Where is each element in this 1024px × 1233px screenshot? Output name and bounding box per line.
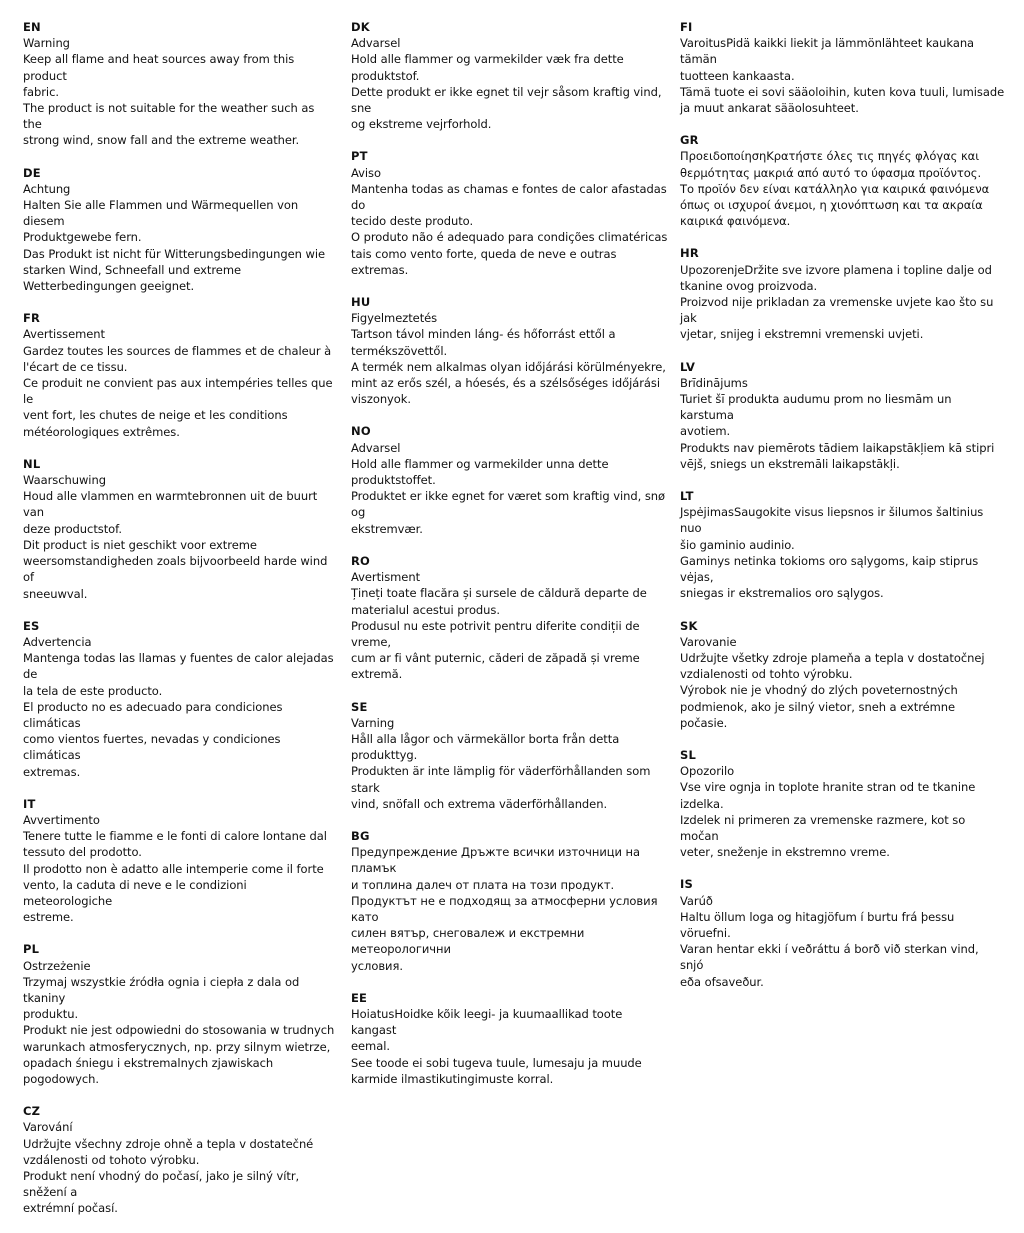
language-section-es xyxy=(23,618,338,780)
language-code: EN xyxy=(23,20,41,34)
warning-text-line: Udržujte všechny zdroje ohně a tepla v dostatečné xyxy=(23,1136,314,1151)
warning-text-line: условия. xyxy=(351,958,403,973)
warning-text-line: cum ar fi vânt puternic, căderi de zăpadă și vreme xyxy=(351,651,640,666)
warning-text-line: Produktgewebe fern. xyxy=(23,230,142,245)
column-1 xyxy=(23,19,338,1233)
warning-text-line: Proizvod nije prikladan za vremenske uvjete kao što su jak xyxy=(680,295,997,326)
warning-text-line: mint az erős szél, a hóesés, és a szélsőséges időjárási xyxy=(351,376,660,391)
language-code: PT xyxy=(351,149,368,164)
warning-text-line: UpozorenjeDržite sve izvore plamena i topline dalje od xyxy=(680,262,992,277)
language-section-bg xyxy=(351,828,671,974)
warning-title: Ostrzeżenie xyxy=(23,958,91,973)
warning-text-line: weersomstandigheden zoals bijvoorbeeld harde wind of xyxy=(23,554,331,585)
language-section-cz xyxy=(23,1103,335,1216)
warning-text-line: Trzymaj wszystkie źródła ognia i ciepła z dala od tkaniny xyxy=(23,974,303,1005)
language-code: NO xyxy=(351,424,371,439)
warning-text-line: strong wind, snow fall and the extreme weather. xyxy=(23,133,300,148)
language-section-gr xyxy=(680,132,1005,229)
warning-text-line: Dit product is niet geschikt voor extreme xyxy=(23,537,257,552)
warning-text-line: vjetar, snijeg i ekstremni vremenski uvjeti. xyxy=(680,327,924,342)
warning-text-line: veter, sneženje in ekstremno vreme. xyxy=(680,845,890,860)
warning-text-line: produktu. xyxy=(23,1007,79,1022)
warning-text-line: Výrobok nie je vhodný do zlých poveternostných xyxy=(680,683,958,698)
language-section-nl xyxy=(23,456,335,602)
language-section-fr xyxy=(23,310,335,440)
warning-text-line: materialul acestui produs. xyxy=(351,602,500,617)
warning-text-line: Udržujte všetky zdroje plameňa a tepla v dostatočnej xyxy=(680,650,985,665)
language-code: EE xyxy=(351,990,368,1005)
warning-text-line: καιρικά φαινόμενα. xyxy=(680,214,791,229)
language-section-de xyxy=(23,165,335,295)
language-code: BG xyxy=(351,828,370,843)
language-section-sl xyxy=(680,747,1005,860)
language-section-dk xyxy=(351,19,671,132)
warning-text-line: Izdelek ni primeren za vremenske razmere, kot so močan xyxy=(680,812,969,843)
warning-text-line: Dette produkt er ikke egnet til vejr såsom kraftig vind, sne xyxy=(351,84,666,116)
warning-text-line: Produkts nav piemērots tādiem laikapstākļiem kā stipri xyxy=(680,440,995,455)
warning-text-line: Il prodotto non è adatto alle intemperie come il forte xyxy=(23,861,324,876)
warning-title: Opozorilo xyxy=(680,764,735,779)
warning-text-line: The product is not suitable for the weather such as the xyxy=(23,101,318,132)
warning-title: Figyelmeztetés xyxy=(351,311,438,326)
warning-text-line: extrémní počasí. xyxy=(23,1201,118,1216)
warning-text-line: ΠροειδοποίησηΚρατήστε όλες τις πηγές φλόγας και xyxy=(680,149,980,164)
warning-text-line: Hold alle flammer og varmekilder væk fra dette xyxy=(351,52,624,67)
warning-text-line: Varan hentar ekki í veðráttu á borð við sterkan vind, snjó xyxy=(680,942,983,973)
warning-text-line: ja muut ankarat sääolosuhteet. xyxy=(680,101,859,116)
language-section-pt xyxy=(351,148,671,278)
warning-title: Aviso xyxy=(351,165,381,180)
warning-text-line: HoiatusHoidke kõik leegi- ja kuumaallikad toote kangast xyxy=(351,1006,626,1038)
warning-title: Waarschuwing xyxy=(23,473,106,488)
warning-text-line: og ekstreme vejrforhold. xyxy=(351,117,492,132)
warning-text-line: vzdialenosti od tohto výrobku. xyxy=(680,667,853,682)
warning-text-line: Halten Sie alle Flammen und Wärmequellen von diesem xyxy=(23,198,302,229)
language-section-pl xyxy=(23,941,335,1087)
warning-title: Warning xyxy=(23,36,70,51)
warning-text-line: Produkt nie jest odpowiedni do stosowania w trudnych xyxy=(23,1023,335,1038)
warning-title: Varování xyxy=(23,1120,73,1135)
warning-text-line: Предупреждение Дръжте всички източници на пламък xyxy=(351,845,644,876)
warning-text-line: termékszövettől. xyxy=(351,343,448,358)
warning-text-line: produktstof. xyxy=(351,68,420,83)
language-code: HR xyxy=(680,246,699,261)
language-code: SK xyxy=(680,618,698,633)
language-section-lv xyxy=(680,359,1005,472)
warning-text-line: avotiem. xyxy=(680,424,731,439)
warning-text-line: warunkach atmosferycznych, np. przy silnym wietrze, xyxy=(23,1039,331,1054)
language-section-en xyxy=(23,19,335,149)
language-section-se xyxy=(351,699,671,812)
warning-text-line: sneeuwval. xyxy=(23,586,88,601)
warning-text-line: Wetterbedingungen geeignet. xyxy=(23,279,195,294)
warning-text-line: Produktet er ikke egnet for været som kraftig vind, snø og xyxy=(351,489,669,520)
warning-title: Varning xyxy=(351,715,395,730)
warning-text-line: VaroitusPidä kaikki liekit ja lämmönlähteet kaukana tämän xyxy=(680,36,978,67)
language-code: NL xyxy=(23,456,41,471)
warning-text-line: l'écart de ce tissu. xyxy=(23,359,128,374)
warning-text-line: starken Wind, Schneefall und extreme xyxy=(23,262,241,277)
warning-text-line: karmide ilmastikutingimuste korral. xyxy=(351,1071,554,1086)
warning-text-line: Produkten är inte lämplig för väderförhållanden som stark xyxy=(351,764,654,795)
warning-title: Advarsel xyxy=(351,440,401,455)
warning-text-line: tuotteen kankaasta. xyxy=(680,68,795,83)
warning-text-line: Produkt není vhodný do počasí, jako je silný vítr, sněžení a xyxy=(23,1169,303,1200)
warning-text-line: Produsul nu este potrivit pentru diferite condiții de vreme, xyxy=(351,618,644,649)
warning-title: Brīdinājums xyxy=(680,375,748,390)
language-code: SL xyxy=(680,747,697,762)
warning-text-line: tkanine ovog proizvoda. xyxy=(680,278,818,293)
warning-title: Advarsel xyxy=(351,36,401,51)
warning-text-line: Продуктът не е подходящ за атмосферни условия като xyxy=(351,893,662,924)
warning-text-line: fabric. xyxy=(23,84,59,99)
warning-text-line: Houd alle vlammen en warmtebronnen uit de buurt van xyxy=(23,489,321,520)
warning-title: Avertisment xyxy=(351,570,421,585)
warning-text-line: sniegas ir ekstremalios oro sąlygos. xyxy=(680,586,884,601)
language-section-it xyxy=(23,796,335,926)
warning-text-line: όπως οι ισχυροί άνεμοι, η χιονόπτωση και τα ακραία xyxy=(680,198,983,213)
warning-text-line: tais como vento forte, queda de neve e outras extremas. xyxy=(351,246,621,277)
warning-text-line: izdelka. xyxy=(680,796,724,811)
warning-text-line: и топлина далеч от плата на този продукт. xyxy=(351,877,615,892)
warning-text-line: El producto no es adecuado para condiciones climáticas xyxy=(23,699,287,730)
warning-text-line: ekstremvær. xyxy=(351,521,423,536)
warning-text-line: produkttyg. xyxy=(351,748,418,763)
warning-text-line: Tartson távol minden láng- és hőforrást ettől a xyxy=(351,327,616,342)
warning-text-line: Țineți toate flacăra și sursele de căldură departe de xyxy=(351,586,647,601)
language-section-no xyxy=(351,423,671,536)
warning-title: Advertencia xyxy=(23,634,92,649)
language-code: DK xyxy=(351,20,370,34)
language-section-fi xyxy=(680,19,1005,116)
warning-text-line: estreme. xyxy=(23,910,74,925)
warning-text-line: Keep all flame and heat sources away from this product xyxy=(23,52,298,83)
language-code: HU xyxy=(351,295,371,310)
warning-text-line: Haltu öllum loga og hitagjöfum í burtu frá þessu vöruefni. xyxy=(680,909,958,940)
warning-text-line: Ce produit ne convient pas aux intempéries telles que le xyxy=(23,376,337,407)
warning-text-line: viszonyok. xyxy=(351,392,412,407)
warning-text-line: deze productstof. xyxy=(23,521,122,536)
language-code: DE xyxy=(23,165,41,180)
language-code: IS xyxy=(680,877,693,892)
language-section-ro xyxy=(351,553,671,683)
language-code: LT xyxy=(680,489,694,504)
warning-text-line: tecido deste produto. xyxy=(351,214,474,229)
warning-text-line: O produto não é adequado para condições climatéricas xyxy=(351,230,668,245)
warning-title: Avvertimento xyxy=(23,812,100,827)
warning-text-line: Gaminys netinka tokioms oro sąlygoms, kaip stiprus vėjas, xyxy=(680,553,982,585)
warning-document xyxy=(0,19,1024,1216)
language-code: GR xyxy=(680,133,699,148)
language-section-hr xyxy=(680,245,1005,342)
warning-text-line: šio gaminio audinio. xyxy=(680,537,795,552)
warning-text-line: θερμότητας μακριά από αυτό το ύφασμα προϊόντος. xyxy=(680,165,982,180)
warning-text-line: vējš, sniegs un ekstremāli laikapstākļi. xyxy=(680,456,900,471)
warning-text-line: como vientos fuertes, nevadas y condiciones climáticas xyxy=(23,732,285,763)
warning-text-line: Vse vire ognja in toplote hranite stran od te tkanine xyxy=(680,780,976,795)
warning-text-line: Tenere tutte le fiamme e le fonti di calore lontane dal xyxy=(23,829,327,844)
warning-text-line: la tela de este producto. xyxy=(23,683,163,698)
warning-text-line: vzdálenosti od tohoto výrobku. xyxy=(23,1152,200,1167)
language-code: CZ xyxy=(23,1104,41,1119)
warning-text-line: Tämä tuote ei sovi sääoloihin, kuten kova tuuli, lumisade xyxy=(680,84,1005,99)
language-code: FR xyxy=(23,311,41,326)
warning-text-line: podmienok, ako je silný vietor, sneh a extrémne počasie. xyxy=(680,699,959,730)
warning-text-line: See toode ei sobi tugeva tuule, lumesaju ja muude xyxy=(351,1055,642,1070)
warning-text-line: Håll alla lågor och värmekällor borta från detta xyxy=(351,731,620,746)
language-code: FI xyxy=(680,20,693,34)
warning-text-line: produktstoffet. xyxy=(351,473,436,488)
language-code: PL xyxy=(23,942,40,957)
language-section-hu xyxy=(351,294,671,407)
language-section-lt xyxy=(680,488,1005,601)
warning-title: Varovanie xyxy=(680,634,737,649)
warning-text-line: vind, snöfall och extrema väderförhållanden. xyxy=(351,796,608,811)
language-code: RO xyxy=(351,553,371,568)
warning-title: Avertissement xyxy=(23,327,105,342)
column-3 xyxy=(680,19,1005,1006)
language-section-sk xyxy=(680,618,1005,731)
language-section-ee xyxy=(351,990,671,1087)
language-code: IT xyxy=(23,796,36,811)
warning-text-line: Mantenha todas as chamas e fontes de calor afastadas do xyxy=(351,181,671,213)
language-code: ES xyxy=(23,618,40,633)
column-2 xyxy=(351,19,671,1103)
warning-text-line: JspėjimasSaugokite visus liepsnos ir šilumos šaltinius nuo xyxy=(680,505,987,536)
warning-text-line: A termék nem alkalmas olyan időjárási körülményekre, xyxy=(351,359,666,374)
warning-text-line: vento, la caduta di neve e le condizioni meteorologiche xyxy=(23,877,251,908)
warning-text-line: météorologiques extrêmes. xyxy=(23,424,180,439)
warning-text-line: силен вятър, снеговалеж и екстремни метеорологични xyxy=(351,926,588,957)
warning-text-line: vent fort, les chutes de neige et les conditions xyxy=(23,408,288,423)
warning-text-line: extremă. xyxy=(351,667,403,682)
language-code: LV xyxy=(680,359,696,374)
warning-text-line: Το προϊόν δεν είναι κατάλληλο για καιρικά φαινόμενα xyxy=(680,181,990,196)
warning-title: Achtung xyxy=(23,181,71,196)
warning-text-line: Gardez toutes les sources de flammes et de chaleur à xyxy=(23,343,332,358)
warning-text-line: eða ofsaveður. xyxy=(680,974,764,989)
warning-text-line: Das Produkt ist nicht für Witterungsbedingungen wie xyxy=(23,246,326,261)
warning-title: Varúð xyxy=(680,893,713,908)
warning-text-line: Turiet šī produkta audumu prom no liesmām un karstuma xyxy=(680,392,956,423)
warning-text-line: extremas. xyxy=(23,764,81,779)
language-section-is xyxy=(680,876,1005,989)
warning-text-line: eemal. xyxy=(351,1039,390,1054)
warning-text-line: tessuto del prodotto. xyxy=(23,845,142,860)
warning-text-line: Hold alle flammer og varmekilder unna dette xyxy=(351,456,609,471)
warning-text-line: Mantenga todas las llamas y fuentes de calor alejadas de xyxy=(23,651,338,682)
language-code: SE xyxy=(351,699,368,714)
warning-text-line: opadach śniegu i ekstremalnych zjawiskach pogodowych. xyxy=(23,1055,277,1086)
